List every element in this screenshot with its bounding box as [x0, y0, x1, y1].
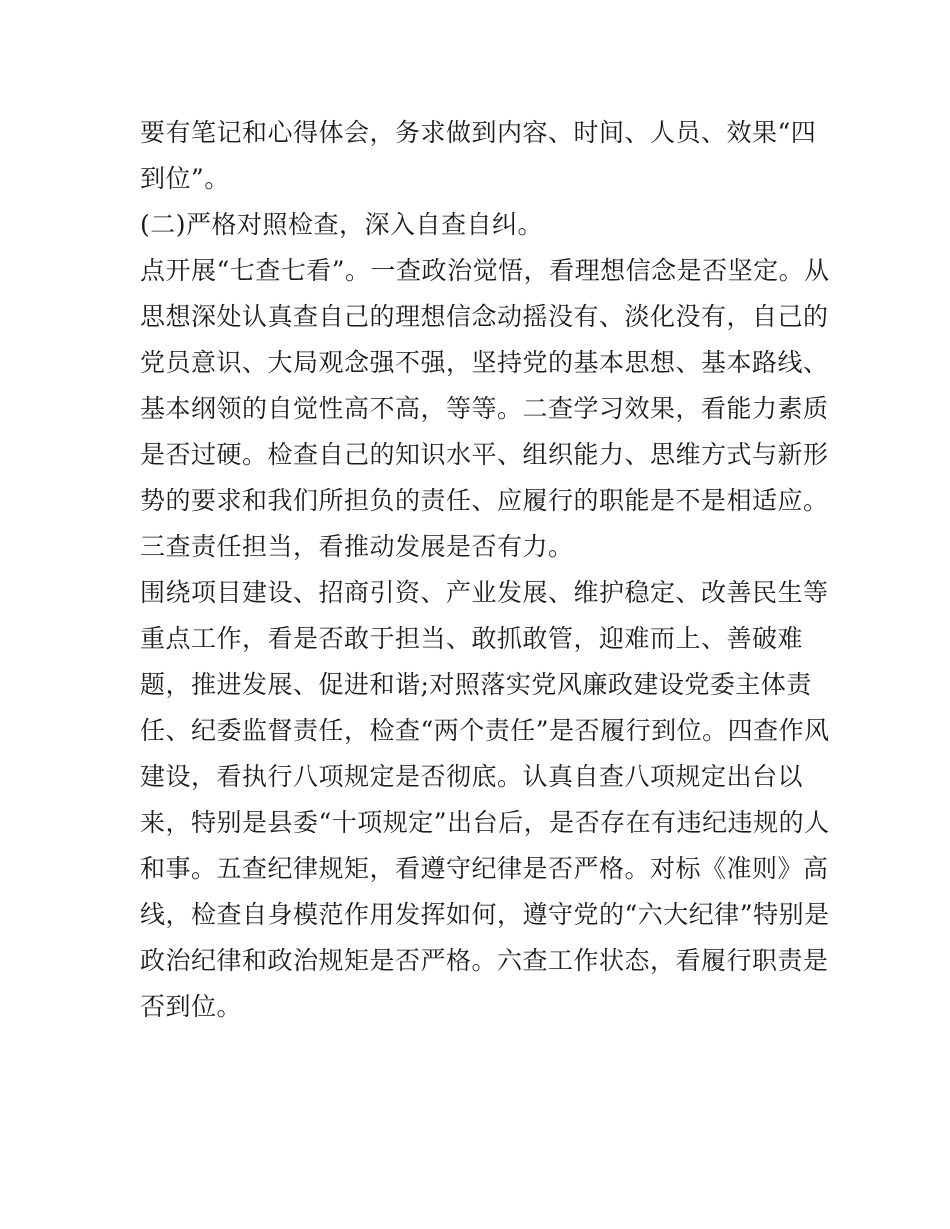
- text-line: 围绕项目建设、招商引资、产业发展、维护稳定、改善民生等: [140, 578, 829, 607]
- text-line: 重点工作，看是否敢于担当、敢抓敢管，迎难而上、善破难: [140, 624, 804, 653]
- text-line: 要有笔记和心得体会，务求做到内容、时间、人员、效果“四: [140, 118, 817, 147]
- text-line: 势的要求和我们所担负的责任、应履行的职能是不是相适应。: [140, 486, 829, 515]
- text-line: 是否过硬。检查自己的知识水平、组织能力、思维方式与新形: [140, 440, 829, 469]
- text-line: 建设，看执行八项规定是否彻底。认真自查八项规定出台以: [140, 762, 804, 791]
- text-line: 党员意识、大局观念强不强，坚持党的基本思想、基本路线、: [140, 348, 829, 377]
- text-line: 和事。五查纪律规矩，看遵守纪律是否严格。对标《准则》高: [140, 854, 829, 883]
- text-line: 思想深处认真查自己的理想信念动摇没有、淡化没有，自己的: [140, 302, 829, 331]
- text-line: 点开展“七查七看”。一查政治觉悟，看理想信念是否坚定。从: [140, 256, 830, 285]
- text-line: 任、纪委监督责任，检查“两个责任”是否履行到位。四查作风: [140, 716, 830, 745]
- text-line: 来，特别是县委“十项规定”出台后，是否存在有违纪违规的人: [140, 808, 830, 837]
- text-line: 题，推进发展、促进和谐;对照落实党风廉政建设党委主体责: [140, 670, 812, 699]
- text-line: 否到位。: [140, 992, 243, 1021]
- section-heading: (二)严格对照检查，深入自查自纠。: [140, 210, 544, 239]
- text-line: 基本纲领的自觉性高不高，等等。二查学习效果，看能力素质: [140, 394, 829, 423]
- document-body-text: [140, 110, 830, 1030]
- text-line: 线，检查自身模范作用发挥如何，遵守党的“六大纪律”特别是: [140, 900, 830, 929]
- text-line: 政治纪律和政治规矩是否严格。六查工作状态，看履行职责是: [140, 946, 829, 975]
- text-line: 到位”。: [140, 164, 230, 193]
- text-line: 三查责任担当，看推动发展是否有力。: [140, 532, 574, 561]
